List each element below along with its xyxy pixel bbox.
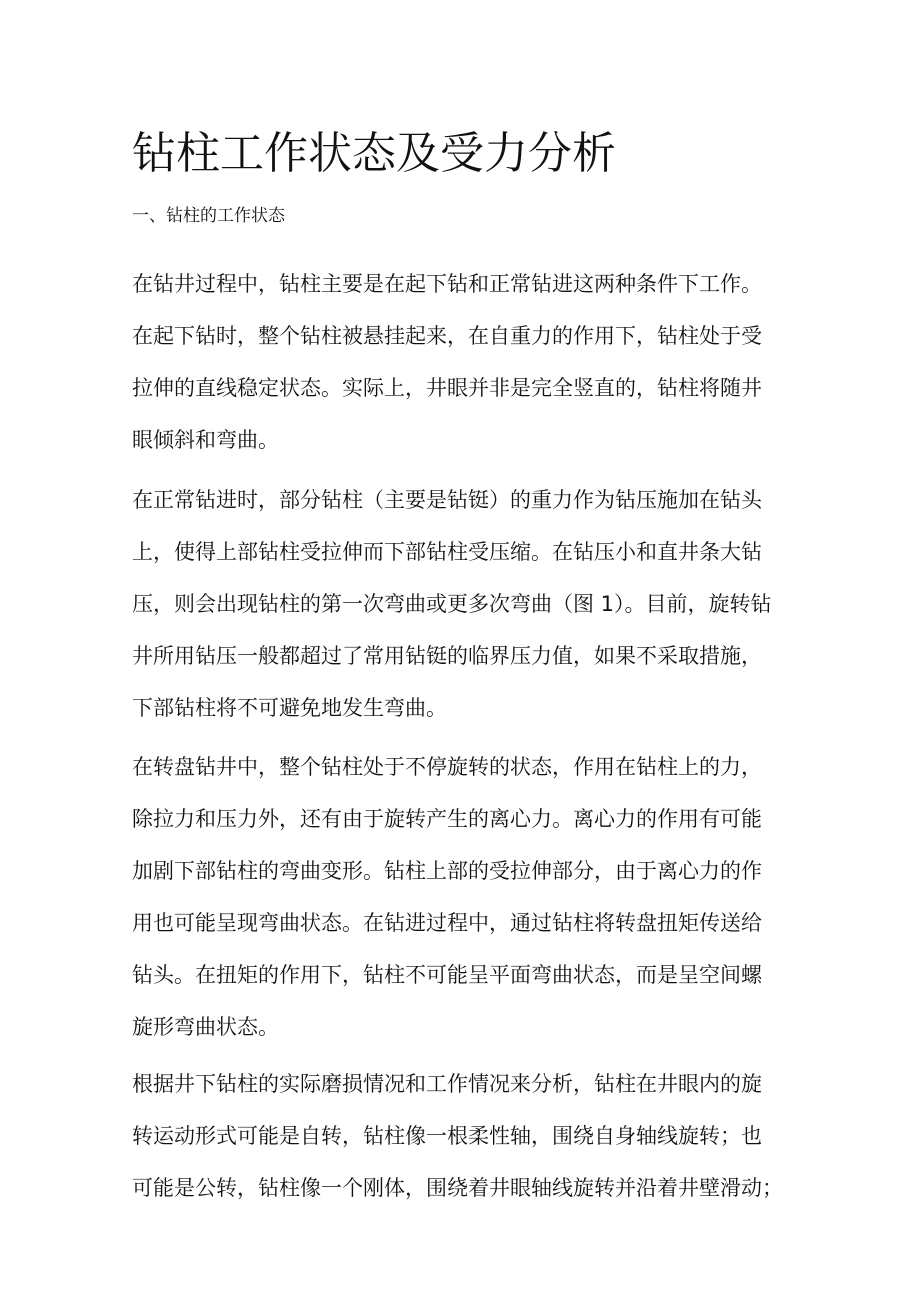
paragraph-line: 下部钻柱将不可避免地发生弯曲。 xyxy=(132,696,447,720)
paragraph-line: 可能是公转，钻柱像一个刚体，围绕着井眼轴线旋转并沿着井壁滑动； xyxy=(132,1176,783,1200)
paragraph-line: 转运动形式可能是自转，钻柱像一根柔性轴，围绕自身轴线旋转；也 xyxy=(132,1124,762,1148)
paragraph-line: 在起下钻时，整个钻柱被悬挂起来，在自重力的作用下，钻柱处于受 xyxy=(132,324,762,348)
document-title: 钻柱工作状态及受力分析 xyxy=(132,128,616,179)
paragraph-1 xyxy=(132,258,762,466)
paragraph-line: 加剧下部钻柱的弯曲变形。钻柱上部的受拉伸部分，由于离心力的作 xyxy=(132,859,762,883)
paragraph-line: 用也可能呈现弯曲状态。在钻进过程中，通过钻柱将转盘扭矩传送给 xyxy=(132,911,762,935)
paragraph-4 xyxy=(132,1058,783,1214)
paragraph-2 xyxy=(132,474,772,734)
paragraph-line: 旋形弯曲状态。 xyxy=(132,1015,279,1039)
paragraph-line: 除拉力和压力外，还有由于旋转产生的离心力。离心力的作用有可能 xyxy=(132,807,762,831)
paragraph-line: 压，则会出现钻柱的第一次弯曲或更多次弯曲（图 1）。目前，旋转钻 xyxy=(132,592,772,616)
paragraph-line: 拉伸的直线稳定状态。实际上，井眼并非是完全竖直的，钻柱将随井 xyxy=(132,376,762,400)
paragraph-line: 上，使得上部钻柱受拉伸而下部钻柱受压缩。在钻压小和直井条大钻 xyxy=(132,540,762,564)
paragraph-line: 钻头。在扭矩的作用下，钻柱不可能呈平面弯曲状态，而是呈空间螺 xyxy=(132,963,762,987)
paragraph-line: 井所用钻压一般都超过了常用钻铤的临界压力值，如果不采取措施， xyxy=(132,644,762,668)
section-heading: 一、钻柱的工作状态 xyxy=(132,206,285,226)
paragraph-line: 在钻井过程中，钻柱主要是在起下钻和正常钻进这两种条件下工作。 xyxy=(132,272,762,296)
paragraph-line: 在正常钻进时，部分钻柱（主要是钻铤）的重力作为钻压施加在钻头 xyxy=(132,488,762,512)
paragraph-line: 根据井下钻柱的实际磨损情况和工作情况来分析，钻柱在井眼内的旋 xyxy=(132,1072,762,1096)
paragraph-3 xyxy=(132,741,762,1053)
paragraph-line: 眼倾斜和弯曲。 xyxy=(132,428,279,452)
paragraph-line: 在转盘钻井中，整个钻柱处于不停旋转的状态，作用在钻柱上的力， xyxy=(132,755,762,779)
